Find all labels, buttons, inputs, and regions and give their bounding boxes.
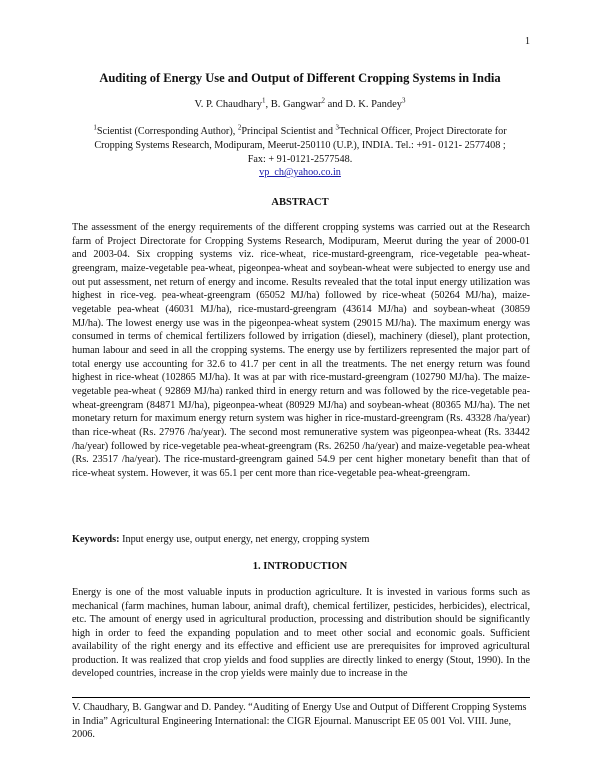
introduction-body: Energy is one of the most valuable inputs in production agriculture. It is invested in various forms such as mechanical (farm machines, human labour, animal draft), chemical fertilizer, pesticides, herbicides), electrical, etc. The amount of energy used in agricultural production, processing and distribution should be significantly high in order to feed the expanding population and to meet other social and economic goals. Sufficient availability of the right energy and its effective and efficient use are prerequisites for improved agricultural production. It was realized that crop yields and food supplies are directly linked to energy (Stout, 1990). In the developed countries, increase in the crop yields were mainly due to increase in the xyxy=(72,587,530,679)
affiliation-role-1: Scientist (Corresponding Author), xyxy=(96,126,238,137)
author-2-mark: 2 xyxy=(321,96,325,105)
author-3-mark: 3 xyxy=(401,96,406,105)
contact-email-link[interactable]: vp_ch@yahoo.co.in xyxy=(259,167,341,178)
author-1: V. P. Chaudhary xyxy=(194,99,262,110)
affiliation-block xyxy=(90,125,510,167)
author-list xyxy=(40,96,560,110)
citation-footer: V. Chaudhary, B. Gangwar and D. Pandey. “Auditing of Energy Use and Output of Different Cropping Systems in India” Agricultural Engineering International: the CIGR Ejournal. Manuscript EE 05 001 Vol. VIII. June, 2006. xyxy=(72,702,527,740)
affiliation-mark-2: 2 xyxy=(237,123,242,132)
affiliation-mark-1: 1 xyxy=(93,123,97,132)
affiliation-role-2: Principal Scientist and xyxy=(241,126,336,137)
page-number: 1 xyxy=(525,36,530,47)
affiliation-address: Technical Officer, Project Directorate for Cropping Systems Research, Modipuram, Meerut-250110 (U.P.), INDIA. Tel.: +91- 0121- 2577408 ; Fax: + 91-0121-2577548. xyxy=(94,126,507,165)
paper-title: Auditing of Energy Use and Output of Different Cropping Systems in India xyxy=(99,71,501,85)
author-separator: , xyxy=(265,99,271,110)
author-2: B. Gangwar xyxy=(270,99,322,110)
affiliation-mark-3: 3 xyxy=(335,123,340,132)
keywords-text: Input energy use, output energy, net energy, cropping system xyxy=(119,534,370,545)
keywords-line xyxy=(72,534,530,545)
introduction-heading: 1. INTRODUCTION xyxy=(252,561,348,572)
abstract-body: The assessment of the energy requirements of the different cropping systems was carried out at the Research farm of Project Directorate for Cropping Systems Research, Modipuram, Meerut during the year of 2000-01 and 2003-04. Six cropping systems viz. rice-wheat, rice-mustard-greengram, rice-vegetable pea-wheat-greengram, maize-vegetable pea-wheat, pigeonpea-wheat and soybean-wheat were subjected to energy use and out put assessment, net return of energy and income. Results revealed that the total input energy utilization was highest in rice-veg. pea-wheat-greengram (65052 MJ/ha) followed by rice-wheat (50264 MJ/ha), maize-vegetable pea-wheat (46031 MJ/ha), rice-mustard-greengram (43614 MJ/ha) and soybean-wheat (30859 MJ/ha). The lowest energy use was in the pigeonpea-wheat system (29015 MJ/ha). The maximum energy was consumed in terms of chemical fertilizers followed by irrigation (diesel), machinery (diesel), plant protection, human labour and seed in all the cropping systems. The energy use by fertilizers represented the major part of total energy use accounting for 32.6 to 41.7 per cent in all the treatments. The net energy return was found highest in rice-wheat (102865 MJ/ha). It was at par with rice-mustard-greengram (102790 MJ/ha). The maize-vegetable pea-wheat ( 92869 MJ/ha) ranked third in energy return and was followed by the rice-vegetable pea-wheat-greengram (84871 MJ/ha), pigeonpea-wheat (80929 MJ/ha) and soybean-wheat (80365 MJ/ha). The net monetary return for maximum energy return system was higher in rice-mustard-greengram (Rs. 43328 /ha/year) than rice-wheat (Rs. 27976 /ha/year). The second most remunerative system was pigeonpea-wheat (Rs. 33442 /ha/year) followed by rice-vegetable pea-wheat-greengram (Rs. 26250 /ha/year) and maize-vegetable pea-wheat (Rs. 23517 /ha/year). The rice-mustard-greengram gained 54.9 per cent higher monetary benefit than that of rice-wheat system. However, it was 65.1 per cent more than rice-vegetable pea-wheat-greengram. xyxy=(72,222,530,479)
author-separator: and xyxy=(324,99,346,110)
keywords-label: Keywords: xyxy=(72,534,120,545)
abstract-heading: ABSTRACT xyxy=(271,197,329,208)
author-1-mark: 1 xyxy=(261,96,266,105)
footer-divider xyxy=(72,697,530,698)
author-3: D. K. Pandey xyxy=(345,99,402,110)
